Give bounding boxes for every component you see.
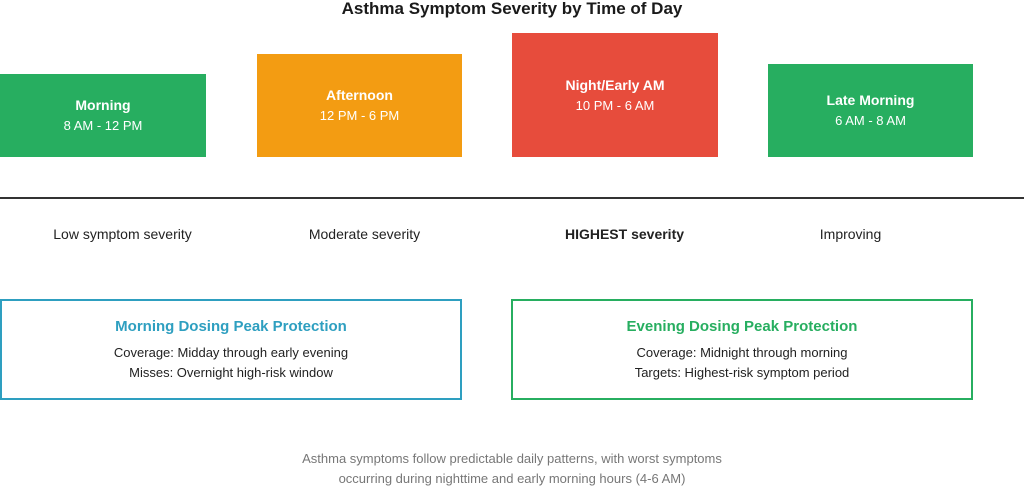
severity-label-late-morning: Improving [819,226,882,242]
severity-label-afternoon: Moderate severity [308,226,421,242]
dosing-heading: Morning Dosing Peak Protection [115,318,347,335]
period-name: Late Morning [826,92,915,108]
morning-dosing-box [0,299,462,400]
dosing-heading: Evening Dosing Peak Protection [626,318,858,335]
period-range: 6 AM - 8 AM [835,113,906,128]
footnote-line-1: Asthma symptoms follow predictable daily patterns, with worst symptoms [302,451,722,466]
severity-label-morning: Low symptom severity [53,226,192,242]
period-night-early-am [512,33,718,157]
period-afternoon [257,54,462,157]
dosing-coverage: Coverage: Midnight through morning [636,345,848,360]
period-late-morning [768,64,973,157]
severity-label-night: HIGHEST severity [564,226,685,242]
period-range: 12 PM - 6 PM [319,108,400,123]
timeline-divider [0,197,1024,199]
period-name: Morning [75,97,131,113]
dosing-note: Misses: Overnight high-risk window [129,365,333,380]
diagram-title: Asthma Symptom Severity by Time of Day [341,0,683,18]
period-range: 8 AM - 12 PM [63,118,143,133]
period-range: 10 PM - 6 AM [575,97,655,113]
dosing-note: Targets: Highest-risk symptom period [634,365,850,380]
period-morning [0,74,206,157]
period-name: Night/Early AM [565,76,665,93]
dosing-coverage: Coverage: Midday through early evening [113,345,349,360]
period-name: Afternoon [326,87,393,103]
evening-dosing-box [511,299,973,400]
footnote-line-2: occurring during nighttime and early morning hours (4-6 AM) [338,471,686,486]
